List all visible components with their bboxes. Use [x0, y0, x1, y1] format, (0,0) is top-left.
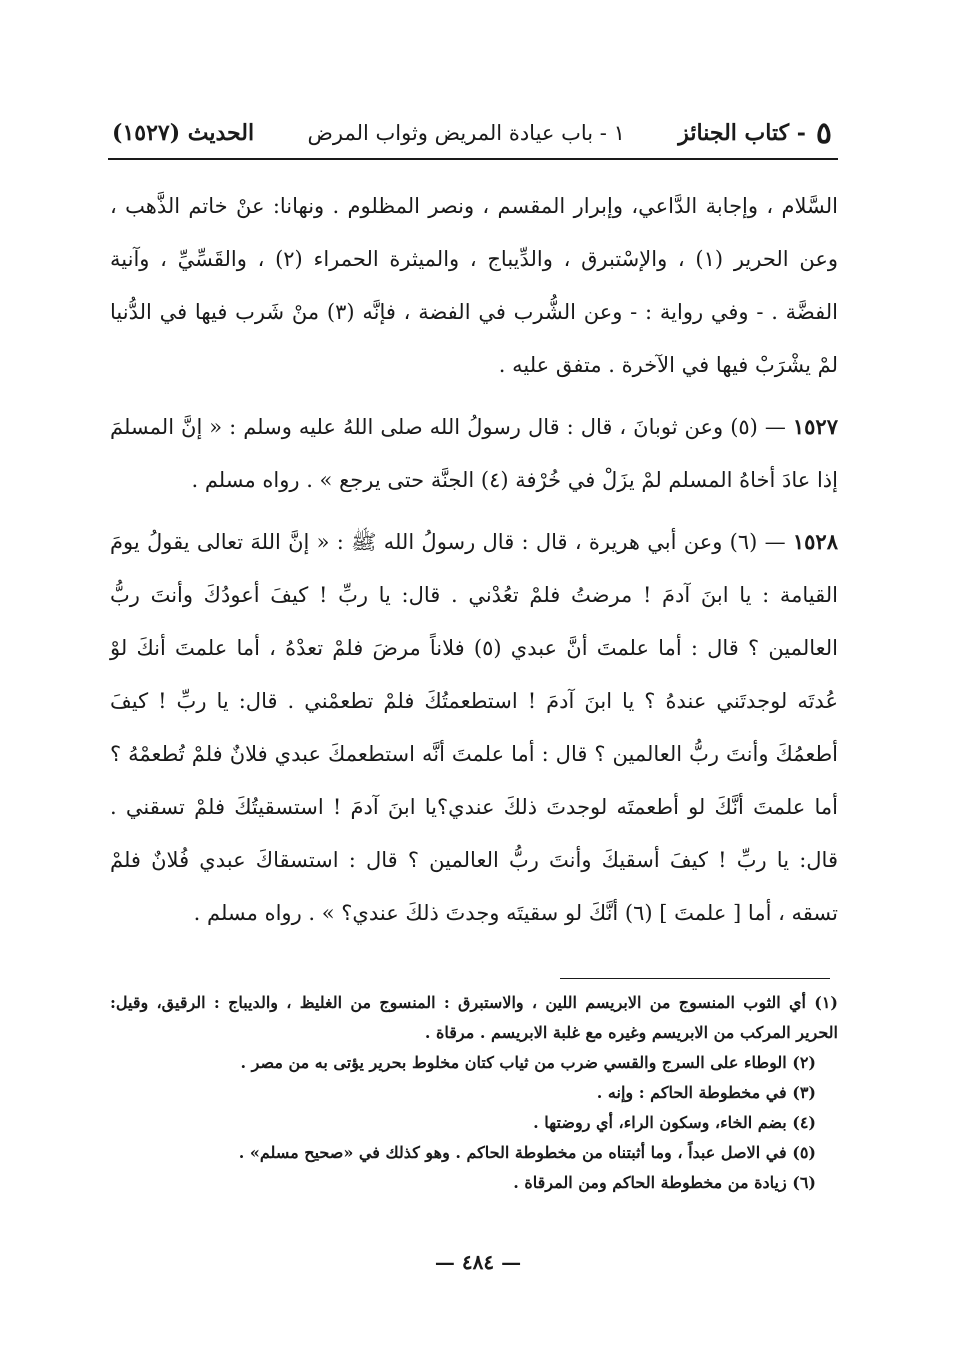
footnote: (٣) في مخطوطة الحاكم : وإنه .	[596, 1083, 816, 1102]
hadith-paragraph	[110, 400, 838, 507]
footnote: (٥) في الاصل عبداً ، وما أثبتناه من مخطوطة الحاكم . وهو كذلك في «صحيح مسلم» .	[238, 1143, 816, 1162]
footnote-divider	[560, 978, 830, 979]
page-header	[112, 110, 832, 156]
book-number: ٥	[815, 115, 832, 151]
footnote: (٦) زيادة من مخطوطة الحاكم ومن المرقاة .	[513, 1173, 816, 1192]
hadith-reference: الحديث (١٥٢٧)	[112, 120, 255, 146]
footnote: (١) أي الثوب المنسوج من الابريسم اللين ، والاستبرق : المنسوج من الغليظ ، والديباج : الرقيق، وقيل: الحرير المركب من الابريسم وغيره مع غلبة الابريسم . مرقاة .	[110, 993, 838, 1042]
footnote: (٢) الوطاء على السرج والقسي ضرب من ثياب كتان مخلوط بحرير يؤتى به من مصر .	[240, 1053, 816, 1072]
footnote: (٤) بضم الخاء، وسكون الراء، أي روضتها .	[533, 1113, 816, 1132]
main-text	[110, 180, 838, 940]
hadith-paragraph	[110, 515, 838, 940]
book-heading	[678, 116, 832, 151]
paragraph-text: — (٦) وعن أبي هريرة ، قال : قال رسولُ الله ﷺ : « إنَّ اللهَ تعالى يقولُ يومَ القيامة : يا ابنَ آدمَ ! مرضتُ فلمْ تعُدْني . قال: يا ربِّ ! كيفَ أعودُكَ وأنتَ ربُّ العالمين ؟ قال : أما علمتَ أنَّ عبدي (٥) فلاناً مرضَ فلمْ تعدْهُ ، أما علمتَ أنكَ لوْ عُدتَه لوجدتَني عندهُ ؟ يا ابنَ آدمَ ! استطعمتُكَ فلمْ تطعمْني . قال: يا ربِّ ! كيفَ أطعمُكَ وأنتَ ربُّ العالمين ؟ قال : أما علمتَ أنَّه استطعمكَ عبدي فلانٌ فلمْ تُطعمْهُ ؟ أما علمتَ أنَّكَ لو أطعمتَه لوجدتَ ذلكَ عندي؟يا ابنَ آدمَ ! استسقيتُكَ فلمْ تسقني . قال: يا ربِّ ! كيفَ أسقيكَ وأنتَ ربُّ العالمين ؟ قال : استسقاكَ عبدي فُلانٌ فلمْ تسقه ، أما [ علمتَ ] (٦) أنَّكَ لو سقيتَه وجدتَ ذلكَ عندي؟ » . رواه مسلم .	[110, 530, 838, 925]
hadith-number: ١٥٢٧	[792, 414, 838, 439]
paragraph-text: السَّلام ، وإجابة الدَّاعي، وإبرار المقسم ، ونصر المظلوم . ونهانا: عنْ خاتم الذَّهب ، وعن الحرير (١) ، والإسْتبرق ، والدِّيباج ، والميثرة الحمراء (٢) ، والقَسِّيِّ ، وآنية الفضَّة . - وفي رواية : - وعن الشُّرب في الفضة ، فإنَّه (٣) منْ شَرب فيها في الدُّنيا لمْ يشْرَبْ فيها في الآخرة . متفق عليه .	[110, 194, 838, 377]
header-divider	[108, 158, 838, 160]
book-title: - كتاب الجنائز	[678, 120, 806, 146]
paragraph-text: — (٥) وعن ثوبانَ ، قال : قال رسولُ الله صلى اللهُ عليه وسلم : « إنَّ المسلمَ إذا عادَ أخاهُ المسلم لمْ يزَلْ في خُرْفة (٤) الجنَّة حتى يرجع » . رواه مسلم .	[110, 415, 838, 492]
paragraph-continuation	[110, 180, 838, 392]
chapter-title: ١ - باب عيادة المريض وثواب المرض	[307, 121, 625, 145]
hadith-number: ١٥٢٨	[792, 529, 838, 554]
page-number: — ٤٨٤ —	[434, 1250, 522, 1274]
footnotes	[110, 988, 838, 1198]
